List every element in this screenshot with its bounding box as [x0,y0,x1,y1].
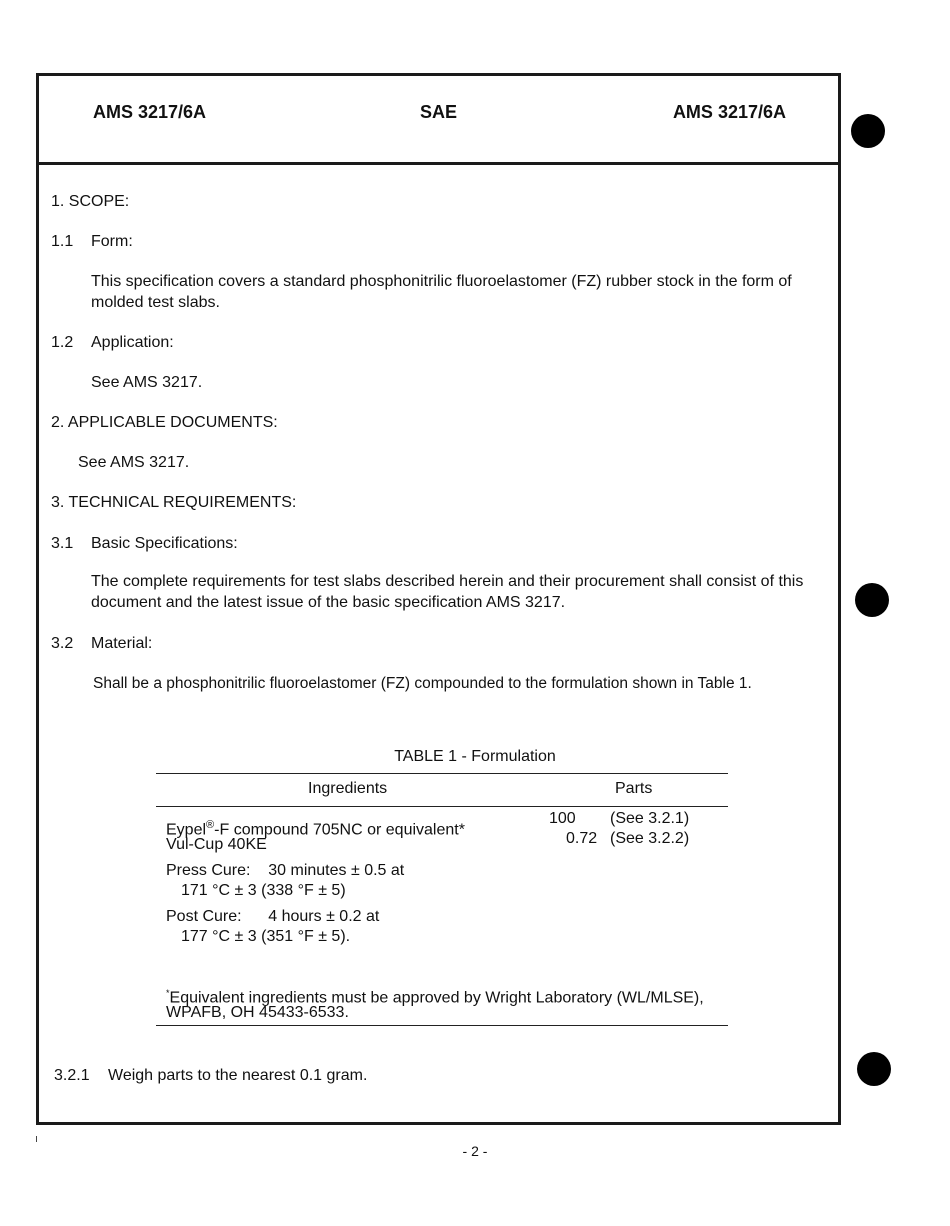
revision-bullet-2 [855,583,889,617]
post-cure-line-1: Post Cure: 4 hours ± 0.2 at [166,908,380,925]
section-3-2-title: Material: [91,635,153,652]
section-1-heading: 1. SCOPE: [51,193,130,210]
section-3-2-1-text: Weigh parts to the nearest 0.1 gram. [108,1067,368,1084]
table-row-2-parts: 0.72 [566,830,598,847]
table-row-1-parts: 100 [549,810,576,827]
section-3-heading: 3. TECHNICAL REQUIREMENTS: [51,494,297,511]
header-doc-number-left: AMS 3217/6A [93,102,207,122]
table-header-ingredients: Ingredients [308,780,388,797]
table-row-2-ingredient: Vul-Cup 40KE [166,836,267,853]
scan-mark [36,1136,37,1142]
section-3-1-number: 3.1 [51,535,74,552]
table-top-rule [156,773,728,774]
table-row-1-note: (See 3.2.1) [610,810,690,827]
table-header-rule [156,806,728,807]
section-3-1-text: The complete requirements for test slabs described herein and their procurement shall consist of this document and the latest issue of the basic specification AMS 3217. [91,573,804,611]
revision-bullet-1 [851,114,885,148]
section-1-1-text: This specification covers a standard phosphonitrilic fluoroelastomer (FZ) rubber stock in the form of molded test slabs. [91,273,792,311]
section-1-1-number: 1.1 [51,233,74,250]
table-row-2-note: (See 3.2.2) [610,830,690,847]
section-1-2-title: Application: [91,334,174,351]
section-1-2-text: See AMS 3217. [91,374,203,391]
press-cure-line-1: Press Cure: 30 minutes ± 0.5 at [166,862,405,879]
section-3-2-text: Shall be a phosphonitrilic fluoroelastomer (FZ) compounded to the formulation shown in Table 1. [93,675,752,692]
section-2-heading: 2. APPLICABLE DOCUMENTS: [51,414,278,431]
header-doc-number-right: AMS 3217/6A [672,102,786,122]
page-number: - 2 - [462,1143,488,1159]
registered-mark: ® [206,819,215,831]
header-organization: SAE [419,102,457,122]
section-3-2-number: 3.2 [51,635,74,652]
table-footnote-line-2: WPAFB, OH 45433-6533. [166,1004,349,1021]
section-1-2-number: 1.2 [51,334,74,351]
footnote-mark: * [166,988,170,998]
section-2-text: See AMS 3217. [78,454,190,471]
post-cure-line-2: 177 °C ± 3 (351 °F ± 5). [181,928,351,945]
section-1-1-title: Form: [91,233,133,250]
revision-bullet-3 [857,1052,891,1086]
table-bottom-rule [156,1025,728,1026]
document-header [39,76,838,165]
footnote-text: Equivalent ingredients must be approved by Wright Laboratory (WL/MLSE), [169,989,704,1007]
table-title: TABLE 1 - Formulation [394,748,556,765]
press-cure-line-2: 171 °C ± 3 (338 °F ± 5) [181,882,346,899]
section-3-2-1-number: 3.2.1 [54,1067,90,1084]
ingredient-name-part: Eypel [166,821,207,839]
table-header-parts: Parts [615,780,653,797]
ingredient-name-part: -F compound 705NC or equivalent* [214,821,465,839]
section-3-1-title: Basic Specifications: [91,535,238,552]
